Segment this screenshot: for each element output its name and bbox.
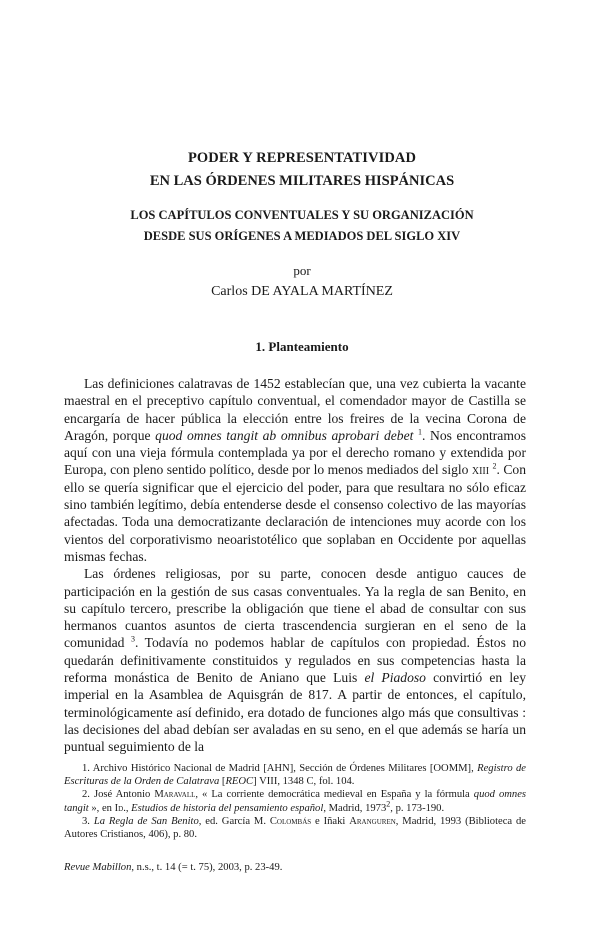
fn3-editor-1: Colombás xyxy=(269,815,312,827)
paragraph-1 xyxy=(64,375,526,565)
fn2-book-title: Estudios de historia del pensamiento español xyxy=(131,802,324,814)
fn2-text-a: 2. José Antonio xyxy=(82,789,155,801)
fn3-text-a: 3. xyxy=(82,815,94,827)
p1-century: xiii xyxy=(471,462,490,478)
fn2-text-e: , Madrid, 1973 xyxy=(323,802,387,814)
p2-text-c: convirtió en ley imperial en la Asamblea de Aquisgrán de 817. A partir de entonces, el capítulo, terminológicamente así definido, era dotado de funciones algo más que consultivas : las decisiones del abad debían ser avaladas en su seno, en el que además se haría un puntual seguimiento de la xyxy=(64,670,526,755)
fn2-author: Maravall xyxy=(154,789,196,801)
fn1-text-b: [ xyxy=(219,776,226,788)
article-subtitle-line-2: DESDE SUS ORÍGENES A MEDIADOS DEL SIGLO XIV xyxy=(143,229,461,243)
fn1-title: Registro de Escrituras de la Orden de Calatrava xyxy=(64,763,526,788)
article-subtitle-line-1: LOS CAPÍTULOS CONVENTUALES Y SU ORGANIZACIÓN xyxy=(130,208,474,222)
journal-name: Revue Mabillon xyxy=(64,862,132,873)
p1-text-a: Las definiciones calatravas de 1452 establecían que, una vez cubierta la vacante maestral en el preceptivo capítulo conventual, el comendador mayor de Castilla se encargaría de hacer pública la elección entre los freires de la vecina Corona de Aragón, porque xyxy=(64,376,526,443)
fn3-editor-2: Aranguren xyxy=(349,815,396,827)
p1-text-b: . Nos encontramos aquí con una vieja fórmula contemplada ya por el derecho romano y extendida por Europa, con pleno sentido político, desde por lo menos mediados del siglo xyxy=(64,427,526,478)
fn3-text-c: e Iñaki xyxy=(311,815,350,827)
p2-el-piadoso: el Piadoso xyxy=(364,670,426,686)
p2-text-a: Las órdenes religiosas, por su parte, conocen desde antiguo cauces de participación en la gestión de sus casas conventuales. Ya la regla de san Benito, en su capítulo tercero, prescribe la obligación que tiene el abad de consultar con sus hermanos cuantos asuntos de cierta trascendencia surgieran en el seno de la comunidad xyxy=(64,566,526,651)
fn1-text-c: ] VIII, 1348 C, fol. 104. xyxy=(253,776,355,788)
footnote-ref-3[interactable]: 3 xyxy=(130,634,135,644)
p1-text-c: . Con ello se quería significar que el ejercicio del poder, para que resultara no sólo eficaz sino también legítimo, debía entenderse desde el consenso colectivo de las mayorías afectadas. Toda una democratizante declaración de intenciones muy acorde con los vientos del corporativismo neoaristotélico que soplaban en Occidente por aquellas mismas fechas. xyxy=(64,462,526,564)
fn1-abbrev: REOC xyxy=(225,776,254,788)
fn3-text-b: , ed. García M. xyxy=(198,815,270,827)
footnote-2 xyxy=(64,788,526,814)
paragraph-2 xyxy=(64,565,526,755)
p1-latin-phrase: quod omnes tangit ab omnibus aprobari debet xyxy=(155,427,414,443)
fn2-text-f: , p. 173-190. xyxy=(390,802,445,814)
body-text xyxy=(64,375,526,756)
footnote-1 xyxy=(64,762,526,788)
article-title-line-2: EN LAS ÓRDENES MILITARES HISPÁNICAS xyxy=(149,173,455,189)
journal-citation: , n.s., t. 14 (= t. 75), 2003, p. 23-49. xyxy=(131,862,283,873)
fn2-text-d: , xyxy=(125,802,132,814)
fn2-text-c: », en xyxy=(88,802,115,814)
article-title-line-1: PODER Y REPRESENTATIVIDAD xyxy=(187,150,417,166)
fn2-edition: 2 xyxy=(386,799,391,809)
footnotes xyxy=(64,762,526,841)
fn2-text-b: , « La corriente democrática medieval en España y la fórmula xyxy=(195,789,474,801)
author-name: Carlos DE AYALA MARTÍNEZ xyxy=(211,284,393,299)
journal-footer xyxy=(64,862,282,873)
footnote-ref-1[interactable]: 1 xyxy=(418,427,423,437)
footnote-ref-2[interactable]: 2 xyxy=(492,461,497,471)
p2-text-b: . Todavía no podemos hablar de capítulos con propiedad. Éstos no quedarán definitivamente constituidos y regulados en sus competencias hasta la reforma monástica de Benito de Aniano que Luis xyxy=(64,635,526,686)
footnote-3 xyxy=(64,815,526,841)
section-heading: 1. Planteamiento xyxy=(255,339,349,354)
fn2-id: Id. xyxy=(114,802,126,814)
fn3-title: La Regla de San Benito xyxy=(93,815,199,827)
fn3-text-d: , Madrid, 1993 (Biblioteca de Autores Cristianos, 406), p. 80. xyxy=(64,815,527,841)
byline-por: por xyxy=(293,263,311,278)
fn1-text-a: 1. Archivo Histórico Nacional de Madrid [AHN], Sección de Órdenes Militares [OOMM], xyxy=(82,763,478,774)
fn2-phrase: quod omnes tangit xyxy=(64,789,527,814)
